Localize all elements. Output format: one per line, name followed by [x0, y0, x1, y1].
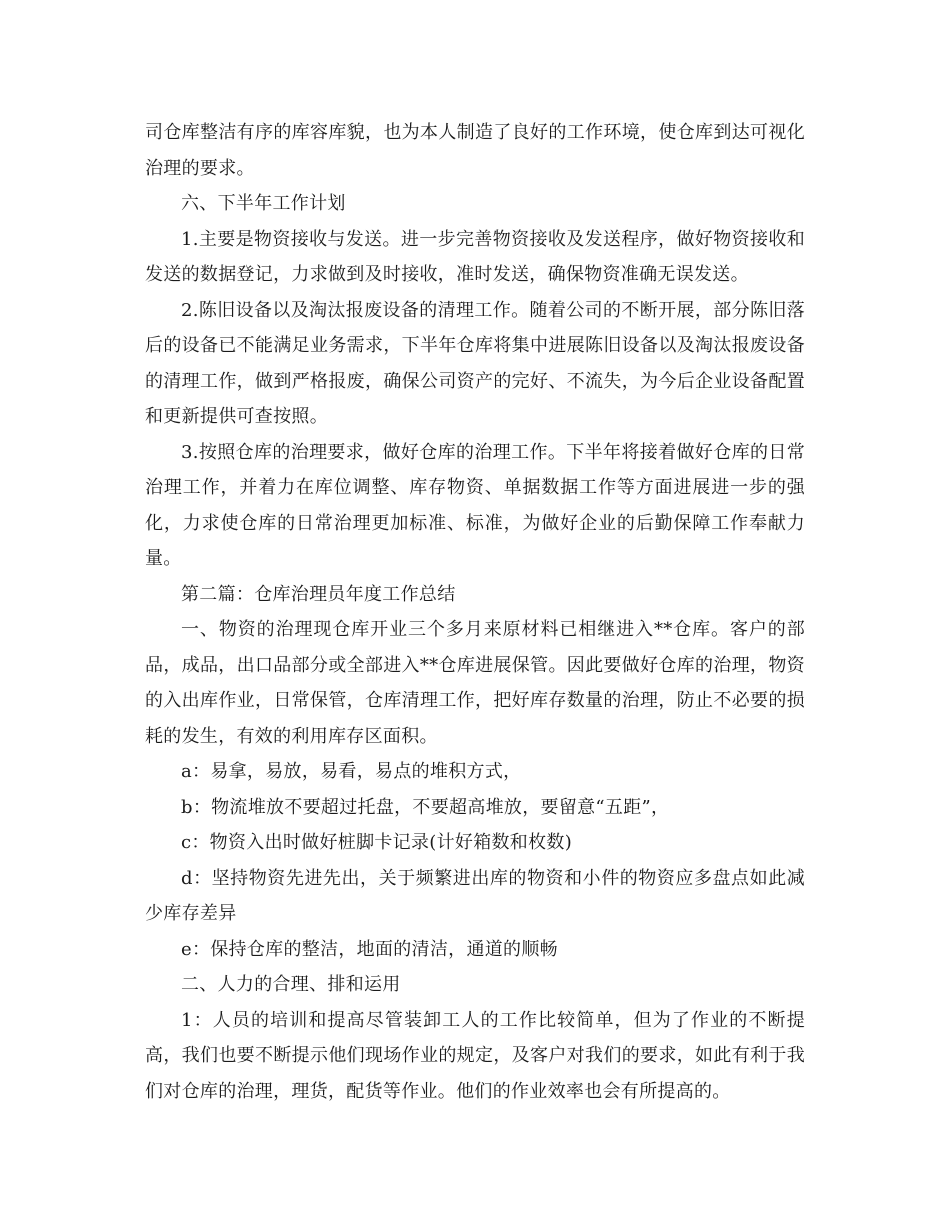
section-heading-two: 二、人力的合理、排和运用 — [181, 974, 401, 995]
plan-item-3: 3.按照仓库的治理要求，做好仓库的治理工作。下半年将接着做好仓库的日常治理工作，并着力在库位调整、库存物资、单据数据工作等方面进展进一步的强化，力求使仓库的日常治理更加标准、标准，为做好企业的后勤保障工作奉献力量。 — [145, 441, 805, 569]
section-heading-six: 六、下半年工作计划 — [181, 193, 346, 214]
list-item-e: e：保持仓库的整洁，地面的清洁，通道的顺畅 — [181, 938, 558, 960]
plan-item-1: 1.主要是物资接收与发送。进一步完善物资接收及发送程序，做好物资接收和发送的数据登记，力求做到及时接收，准时发送，确保物资准确无误发送。 — [145, 228, 805, 285]
list-item-d: d：坚持物资先进先出，关于频繁进出库的物资和小件的物资应多盘点如此减少库存差异 — [145, 867, 805, 924]
plan-item-2: 2.陈旧设备以及淘汰报废设备的清理工作。随着公司的不断开展，部分陈旧落后的设备已不能满足业务需求，下半年仓库将集中进展陈旧设备以及淘汰报废设备的清理工作，做到严格报废，确保公司资产的完好、不流失，为今后企业设备配置和更新提供可查按照。 — [145, 299, 805, 427]
paragraph-continuation: 司仓库整洁有序的库容库貌，也为本人制造了良好的工作环境，使仓库到达可视化治理的要求。 — [145, 122, 805, 179]
section-one-paragraph: 一、物资的治理现仓库开业三个多月来原材料已相继进入**仓库。客户的部品，成品，出口品部分或全部进入**仓库进展保管。因此要做好仓库的治理，物资的入出库作业，日常保管，仓库清理工作，把好库存数量的治理，防止不必要的损耗的发生，有效的利用库存区面积。 — [145, 619, 805, 747]
list-item-a: a：易拿，易放，易看，易点的堆积方式， — [181, 761, 522, 782]
list-item-c: c：物资入出时做好桩脚卡记录(计好箱数和枚数) — [181, 832, 573, 853]
training-paragraph: 1：人员的培训和提高尽管装卸工人的工作比较简单，但为了作业的不断提高，我们也要不断提示他们现场作业的规定，及客户对我们的要求，如此有利于我们对仓库的治理，理货，配货等作业。他们的作业效率也会有所提高的。 — [145, 1009, 805, 1102]
document-body — [145, 115, 805, 1109]
list-item-b: b：物流堆放不要超过托盘，不要超高堆放，要留意“五距”， — [181, 796, 670, 818]
chapter-heading-two: 第二篇：仓库治理员年度工作总结 — [181, 583, 456, 605]
